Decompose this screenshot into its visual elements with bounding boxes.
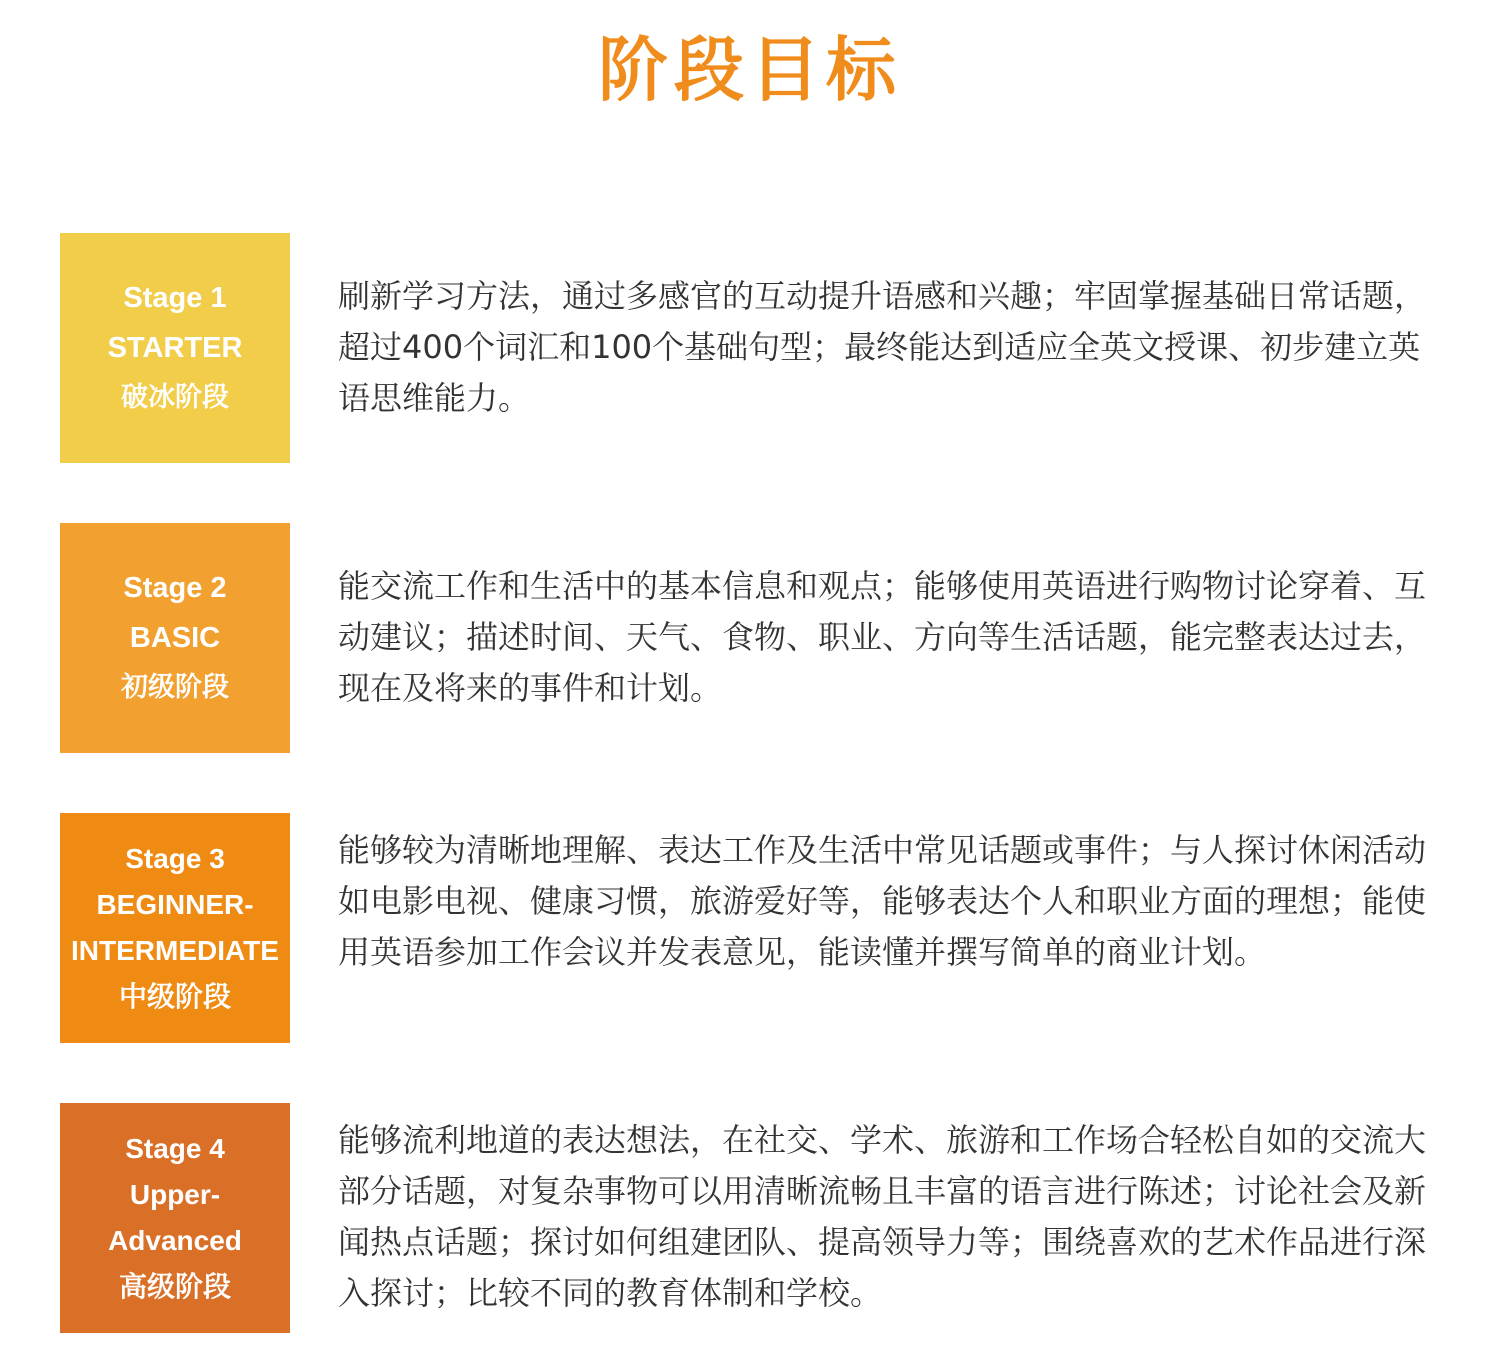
- stage-1-label: Stage 1: [123, 282, 227, 314]
- stage-row-2: [60, 523, 1460, 753]
- stage-2-level: BASIC: [129, 622, 221, 654]
- stage-4-description: 能够流利地道的表达想法，在社交、学术、旅游和工作场合轻松自如的交流大部分话题，对复杂事物可以用清晰流畅且丰富的语言进行陈述；讨论社会及新闻热点话题；探讨如何组建团队、提高领导力等；围绕喜欢的艺术作品进行深入探讨；比较不同的教育体制和学校。: [338, 1121, 1427, 1312]
- stage-3-description: 能够较为清晰地理解、表达工作及生活中常见话题或事件；与人探讨休闲活动如电影电视、健康习惯，旅游爱好等，能够表达个人和职业方面的理想；能使用英语参加工作会议并发表意见，能读懂并撰写简单的商业计划。: [338, 831, 1427, 971]
- stage-1-description: 刷新学习方法，通过多感官的互动提升语感和兴趣；牢固掌握基础日常话题，超过400个词汇和100个基础句型；最终能达到适应全英文授课、初步建立英语思维能力。: [338, 277, 1427, 417]
- stage-1-badge: [60, 233, 290, 463]
- stage-1-cn-label: 破冰阶段: [121, 382, 229, 413]
- stage-2-cn-label: 初级阶段: [121, 672, 229, 703]
- stage-row-4: [60, 1103, 1460, 1333]
- stage-1-level: STARTER: [107, 332, 243, 364]
- stage-2-badge: [60, 523, 290, 753]
- stage-row-3: [60, 813, 1460, 1043]
- stage-4-badge: [60, 1103, 290, 1333]
- stage-2-label: Stage 2: [123, 572, 227, 604]
- stage-4-level-part-2: Advanced: [108, 1225, 242, 1256]
- stage-3-label: Stage 3: [125, 843, 225, 874]
- stage-4-label: Stage 4: [125, 1133, 225, 1164]
- stage-4-cn-label: 高级阶段: [118, 1270, 231, 1303]
- stage-2-description: 能交流工作和生活中的基本信息和观点；能够使用英语进行购物讨论穿着、互动建议；描述时间、天气、食物、职业、方向等生活话题，能完整表达过去，现在及将来的事件和计划。: [338, 567, 1427, 707]
- stage-3-cn-label: 中级阶段: [118, 980, 231, 1013]
- stage-3-badge: [60, 813, 290, 1043]
- stage-3-level-part-2: INTERMEDIATE: [71, 935, 279, 966]
- stage-4-level-part-1: Upper-: [129, 1179, 221, 1210]
- stage-row-1: [60, 233, 1460, 463]
- page-title: 阶段目标: [598, 29, 902, 111]
- stage-3-level-part-1: BEGINNER-: [96, 889, 254, 920]
